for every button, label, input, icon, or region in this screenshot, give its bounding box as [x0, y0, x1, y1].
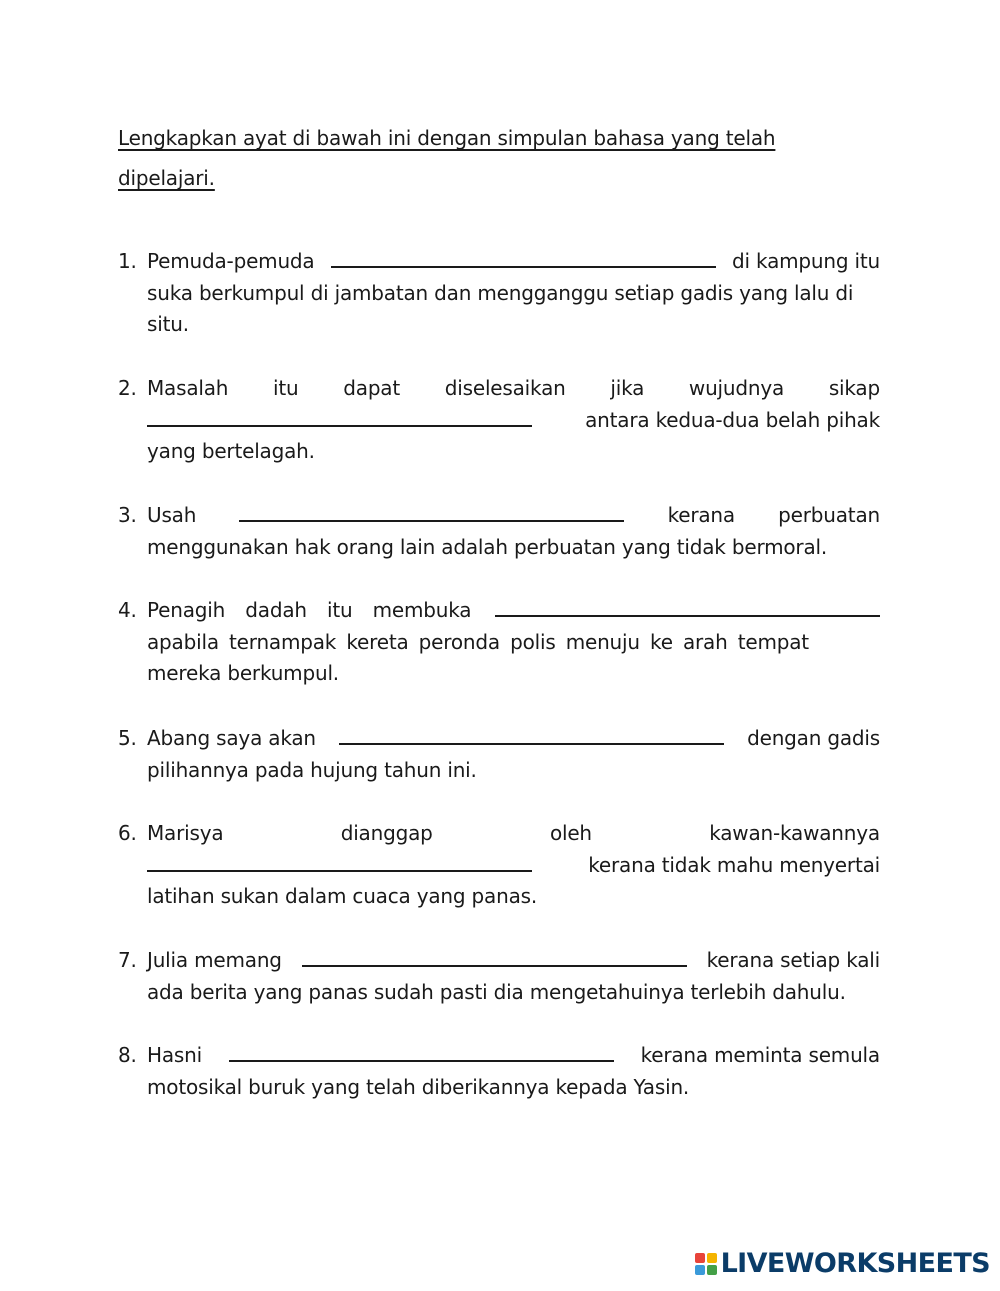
question-6	[118, 818, 880, 913]
question-number: 8.	[118, 1043, 137, 1067]
question-text: Pemuda-pemuda	[147, 249, 315, 273]
liveworksheets-logo	[695, 1248, 990, 1279]
question-4	[118, 595, 880, 690]
question-1	[118, 246, 880, 341]
question-text: kerana setiap kali	[706, 948, 880, 972]
question-text: di kampung itu	[732, 249, 880, 273]
answer-blank-6[interactable]	[147, 850, 532, 872]
question-text: situ.	[147, 312, 189, 336]
question-text: antara kedua-dua belah pihak	[585, 407, 880, 432]
question-word: dianggap	[340, 821, 433, 845]
question-text: kerana	[667, 503, 735, 527]
question-word: Marisya	[147, 821, 224, 845]
question-3	[118, 500, 880, 563]
question-word: diselesaikan	[444, 376, 566, 400]
question-5	[118, 723, 880, 786]
instruction-line-2: dipelajari.	[118, 166, 215, 190]
brand-name: LIVEWORKSHEETS	[720, 1248, 990, 1279]
question-text: perbuatan	[778, 503, 880, 527]
question-number: 4.	[118, 598, 137, 622]
answer-blank-8[interactable]	[229, 1040, 614, 1062]
question-text: dengan gadis	[747, 726, 880, 750]
question-word: sikap	[828, 376, 880, 400]
question-text: yang bertelagah.	[147, 439, 315, 463]
instruction	[118, 118, 818, 198]
question-2	[118, 373, 880, 468]
answer-blank-2[interactable]	[147, 405, 532, 427]
question-text: pilihannya pada hujung tahun ini.	[147, 757, 477, 782]
question-text: suka berkumpul di jambatan dan mengganggu setiap gadis yang lalu di	[147, 280, 854, 305]
question-text: mereka berkumpul.	[147, 661, 339, 685]
question-word: wujudnya	[688, 376, 785, 400]
question-8	[118, 1040, 880, 1103]
question-word: Masalah	[147, 376, 229, 400]
question-number: 1.	[118, 249, 137, 273]
question-text: ada berita yang panas sudah pasti dia mengetahuinya terlebih dahulu.	[147, 979, 846, 1004]
question-number: 3.	[118, 503, 137, 527]
question-text: Penagih dadah itu membuka	[147, 598, 472, 622]
question-number: 5.	[118, 726, 137, 750]
question-word: kawan-kawannya	[709, 821, 880, 845]
answer-blank-3[interactable]	[239, 500, 624, 522]
answer-blank-7[interactable]	[302, 945, 687, 967]
question-word: oleh	[549, 821, 592, 845]
question-text: kerana tidak mahu menyertai	[588, 852, 880, 877]
question-7	[118, 945, 880, 1008]
question-number: 6.	[118, 821, 137, 845]
instruction-line-1: Lengkapkan ayat di bawah ini dengan simpulan bahasa yang telah	[118, 126, 776, 150]
question-word: dapat	[343, 376, 401, 400]
answer-blank-5[interactable]	[339, 723, 724, 745]
question-word: jika	[610, 376, 645, 400]
logo-squares-icon	[695, 1253, 717, 1275]
question-number: 2.	[118, 376, 137, 400]
answer-blank-1[interactable]	[331, 246, 716, 268]
question-text: Usah	[147, 503, 197, 527]
question-text: Abang saya akan	[147, 726, 316, 750]
answer-blank-4[interactable]	[495, 595, 880, 617]
question-number: 7.	[118, 948, 137, 972]
question-text: latihan sukan dalam cuaca yang panas.	[147, 884, 538, 908]
question-text: apabila ternampak kereta peronda polis menuju ke arah tempat	[147, 629, 809, 654]
question-text: Julia memang	[147, 948, 282, 972]
question-word: itu	[273, 376, 299, 400]
question-text: kerana meminta semula	[640, 1043, 880, 1067]
question-text: Hasni	[147, 1043, 202, 1067]
question-text: menggunakan hak orang lain adalah perbuatan yang tidak bermoral.	[147, 534, 828, 559]
question-text: motosikal buruk yang telah diberikannya kepada Yasin.	[147, 1074, 690, 1099]
